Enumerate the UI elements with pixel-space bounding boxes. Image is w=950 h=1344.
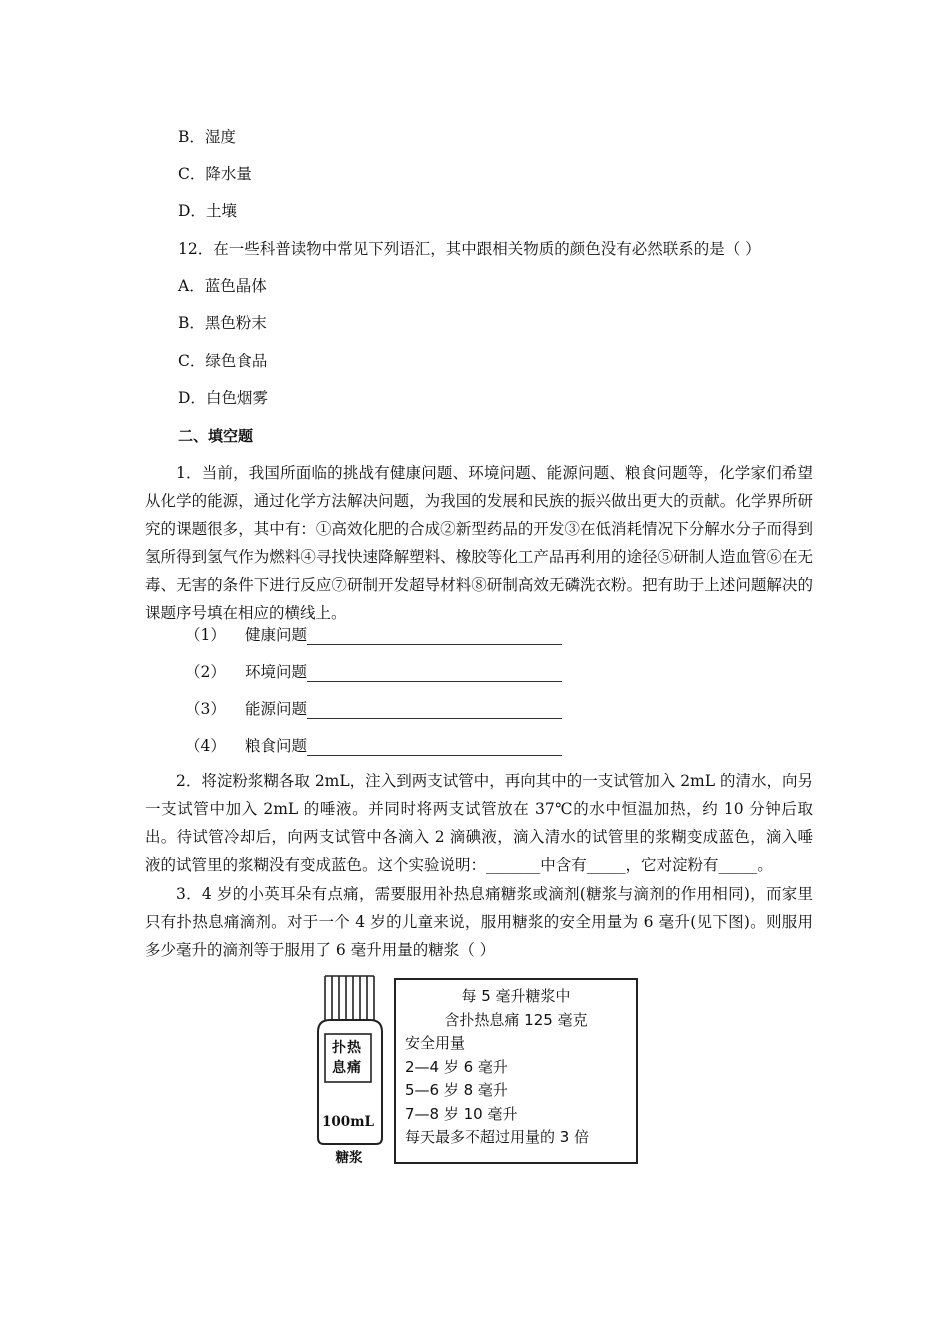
q11-option-b: B．湿度 <box>178 128 236 146</box>
answer-line[interactable] <box>307 665 562 682</box>
dosage-info-box: 每 5 毫升糖浆中 含扑热息痛 125 毫克 安全用量 2—4 岁 6 毫升 5—6 岁 8 毫升 7—8 岁 10 毫升 每天最多不超过用量的 3 倍 <box>394 978 638 1164</box>
answer-line[interactable] <box>307 702 562 719</box>
fill2-paragraph: 2．将淀粉浆糊各取 2mL，注入到两支试管中，再向其中的一支试管加入 2mL 的清水，向另一支试管中加入 2mL 的唾液。并同时将两支试管放在 37℃的水中恒温加热，约 10 分钟后取出。待试管冷却后，向两支试管中各滴入 2 滴碘液，滴入清水的试管里的浆糊变成蓝色，滴入唾液的试管里的浆糊没有变成蓝色。这个实验说明：_______中含有_____，它对淀粉有_____。 <box>145 772 813 874</box>
syrup-figure <box>308 972 642 1172</box>
q11-option-d: D．土壤 <box>178 202 237 220</box>
q12-option-b: B．黑色粉末 <box>178 314 267 332</box>
q12-stem: 12．在一些科普读物中常见下列语汇，其中跟相关物质的颜色没有必然联系的是（ ） <box>178 240 761 258</box>
q12-option-a: A．蓝色晶体 <box>178 277 267 295</box>
fill1-blank-2: （2） 环境问题 <box>185 662 562 682</box>
section-heading: 二、填空题 <box>178 427 254 445</box>
bottle-name: 糖浆 <box>335 1150 363 1166</box>
bottle-label: 扑热 息痛 <box>332 1040 362 1076</box>
q12-option-c: C．绿色食品 <box>178 352 268 370</box>
q12-option-d: D．白色烟雾 <box>178 389 268 407</box>
fill1-blank-3: （3） 能源问题 <box>185 699 562 719</box>
fill1-blank-4: （4） 粮食问题 <box>185 736 562 756</box>
q11-option-c: C．降水量 <box>178 165 252 183</box>
answer-line[interactable] <box>307 739 562 756</box>
fill1-blank-1: （1） 健康问题 <box>185 625 562 645</box>
fill3-paragraph: 3．4 岁的小英耳朵有点痛，需要服用补热息痛糖浆或滴剂(糖浆与滴剂的作用相同)，而家里只有扑热息痛滴剂。对于一个 4 岁的儿童来说，服用糖浆的安全用量为 6 毫升(见下图)。则服用多少毫升的滴剂等于服用了 6 毫升用量的糖浆（ ） <box>145 885 813 959</box>
bottle-volume: 100mL <box>322 1114 374 1130</box>
fill1-paragraph: 1．当前，我国所面临的挑战有健康问题、环境问题、能源问题、粮食问题等，化学家们希望从化学的能源，通过化学方法解决问题，为我国的发展和民族的振兴做出更大的贡献。化学界所研究的课题很多，其中有：①高效化肥的合成②新型药品的开发③在低消耗情况下分解水分子而得到氢所得到氢气作为燃料④寻找快速降解塑料、橡胶等化工产品再利用的途径⑤研制人造血管⑥在无毒、无害的条件下进行反应⑦研制开发超导材料⑧研制高效无磷洗衣粉。把有助于上述问题解决的课题序号填在相应的横线上。 <box>145 464 813 622</box>
answer-line[interactable] <box>307 628 562 645</box>
